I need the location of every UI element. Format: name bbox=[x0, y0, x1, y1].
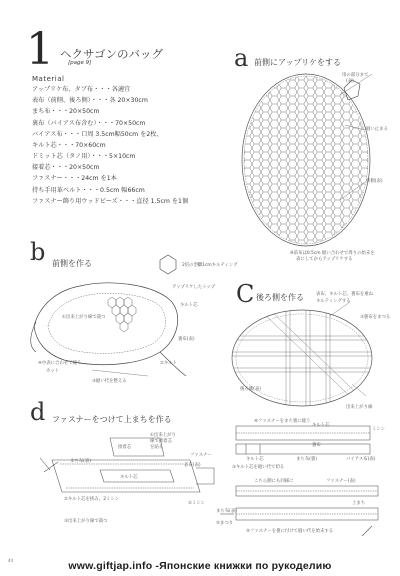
section-b-note: キルト芯 bbox=[180, 303, 198, 308]
section-d-note: キルト芯 bbox=[120, 475, 138, 480]
section-d-note: ファスナー(表) bbox=[326, 479, 356, 484]
section-a-note: 前側(表) bbox=[366, 179, 383, 184]
materials-heading: Material bbox=[32, 75, 65, 83]
section-a-title: 前側にアップリケをする bbox=[254, 58, 341, 67]
material-line: 接着芯・・・20×50cm bbox=[32, 164, 100, 171]
section-c-title: 後ろ側を作る bbox=[256, 293, 304, 302]
footer-watermark: www.giftjap.info -Японские книжки по рукоделию bbox=[68, 560, 332, 572]
section-d-note: ①出来上がり bbox=[150, 433, 176, 438]
section-d-note: ④ファスナーをまち裏に縫う bbox=[254, 419, 311, 424]
section-d-note: 裏布 bbox=[312, 443, 321, 448]
material-line: 表布（前側、後ろ側）・・・各 20×30cm bbox=[32, 97, 148, 104]
section-b-note: ④中表に合わせて縫う bbox=[38, 361, 82, 366]
section-d-note: キルト芯 bbox=[312, 423, 330, 428]
section-c-note: 出来上がり線 bbox=[346, 405, 373, 410]
section-d-note: バイアス布(表) bbox=[346, 457, 376, 462]
section-d-title: ファスナーをつけて上まちを作る bbox=[52, 415, 172, 424]
material-line: まち布・・・20×50cm bbox=[32, 108, 100, 115]
pattern-number: 1 bbox=[26, 24, 54, 75]
material-line: キルト芯・・・70×60cm bbox=[32, 142, 106, 149]
section-c-note: 後ろ側(表) bbox=[240, 387, 261, 392]
material-line: ファスナー・・・24cm を1本 bbox=[32, 175, 117, 182]
section-b-note: 0.1cmキルティング bbox=[198, 263, 238, 268]
material-line: ドミット芯（タノ用）・・・5×10cm bbox=[32, 153, 136, 160]
section-a-note: 表にしてからアップリケする bbox=[296, 257, 353, 262]
section-d-note: まち布(裏) bbox=[296, 457, 317, 462]
section-d-note: 表布(表) bbox=[184, 463, 201, 468]
section-c-note: キルティングする bbox=[316, 299, 351, 304]
section-d-note: ③キルト芯を縫い代で切る bbox=[232, 465, 285, 470]
section-d-note: ファスナー bbox=[190, 453, 212, 458]
section-c-note: 表布、キルト芯、裏布を重ね bbox=[316, 292, 374, 297]
section-a-note: ※前布は0.5cm 縫い合わせで周りの始末を bbox=[290, 251, 375, 256]
section-d-note: ③出来上がり線で裁つ bbox=[64, 519, 108, 524]
material-line: バイアス布・・・口周 3.5cm幅50cm を2枚、 bbox=[32, 131, 163, 138]
page-reference: [page 9] bbox=[68, 60, 92, 66]
section-b-note: 裏布(表) bbox=[178, 337, 195, 342]
section-d-note: まち布(表) bbox=[70, 459, 91, 464]
section-d-note: まち布(表) bbox=[216, 509, 237, 514]
section-a-letter: a bbox=[234, 44, 249, 72]
section-b-note: 2倍の型紙 bbox=[182, 263, 203, 268]
section-d-note: を貼る bbox=[150, 445, 164, 450]
section-d-note: 上まち bbox=[352, 501, 366, 506]
section-d-note: キルト芯 bbox=[246, 457, 264, 462]
material-line: 持ち手用革ベルト・・・0.5cm 幅66cm bbox=[32, 187, 145, 194]
material-line: アップリケ布、タブ布・・・各適宜 bbox=[32, 86, 131, 93]
section-d-note: ②ミシン bbox=[188, 501, 205, 506]
section-c-note: ③裏布をまつる bbox=[360, 315, 391, 320]
section-b-note: ③縫い代を整える bbox=[92, 379, 127, 384]
section-d-note: ⑤ファスナーを裏に付けて縫い代を始末する bbox=[246, 529, 334, 534]
page-number: 44 bbox=[8, 558, 14, 563]
section-a-note: 縫い止まる bbox=[366, 127, 388, 132]
section-d-note: ⑤まつり bbox=[216, 521, 234, 526]
section-b-note: カット bbox=[46, 369, 60, 374]
pattern-title: ヘクサゴンのバッグ bbox=[60, 47, 164, 61]
section-b-note: ②キルト bbox=[160, 361, 178, 366]
section-d-note: 線で接着芯 bbox=[150, 439, 172, 444]
section-d-letter: d bbox=[30, 398, 46, 426]
section-d-note: ②キルト芯を挟み、2ミシン bbox=[64, 497, 120, 502]
section-b-note: アップリケしたトップ bbox=[172, 285, 216, 290]
material-line: ファスナー飾り用ウッドビーズ・・・直径 1.5cm を1個 bbox=[32, 198, 189, 205]
section-b-note: ①出来上がり線で裁つ bbox=[62, 315, 106, 320]
section-d-note: こちら側にも同様に bbox=[254, 479, 294, 484]
material-line: 裏布（バイアス布含む）・・・70×50cm bbox=[32, 120, 146, 127]
section-d-note: ミシン bbox=[372, 427, 386, 432]
section-d-note: 接着芯 bbox=[118, 445, 132, 450]
section-b-letter: b bbox=[30, 238, 46, 266]
section-a-note: (表) bbox=[346, 79, 354, 84]
section-a-note: 串の部分まで bbox=[342, 73, 369, 78]
section-c-letter: C bbox=[236, 280, 255, 308]
section-b-title: 前側を作る bbox=[52, 259, 92, 268]
